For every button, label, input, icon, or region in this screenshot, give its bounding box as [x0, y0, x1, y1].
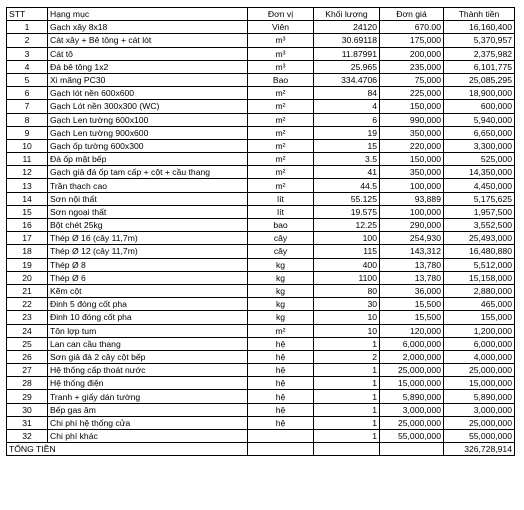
- total-row: [7, 443, 515, 456]
- table-row: [7, 126, 515, 139]
- cell-amount: 3,552,500: [444, 219, 515, 232]
- cell-stt: 26: [7, 350, 48, 363]
- cell-unit: m²: [248, 324, 314, 337]
- table-row: [7, 73, 515, 86]
- cell-price: 3,000,000: [380, 403, 444, 416]
- cell-amount: 6,101,775: [444, 60, 515, 73]
- cell-stt: 15: [7, 205, 48, 218]
- cell-stt: 21: [7, 284, 48, 297]
- table-row: [7, 153, 515, 166]
- table-row: [7, 245, 515, 258]
- cell-item: Bếp gas âm: [48, 403, 248, 416]
- cell-stt: 1: [7, 21, 48, 34]
- table-row: [7, 298, 515, 311]
- cell-stt: 13: [7, 179, 48, 192]
- table-row: [7, 377, 515, 390]
- cell-unit: kg: [248, 258, 314, 271]
- total-label: TỔNG TIỀN: [7, 443, 248, 456]
- cell-qty: 1: [314, 364, 380, 377]
- cell-item: Gạch Len tường 900x600: [48, 126, 248, 139]
- cell-amount: 25,085,295: [444, 73, 515, 86]
- cell-price: 2,000,000: [380, 350, 444, 363]
- cell-qty: 100: [314, 232, 380, 245]
- cell-amount: 16,160,400: [444, 21, 515, 34]
- cell-unit: [248, 430, 314, 443]
- cell-unit: m³: [248, 47, 314, 60]
- cell-qty: 1: [314, 337, 380, 350]
- cell-qty: 1: [314, 430, 380, 443]
- cell-unit: m²: [248, 179, 314, 192]
- cell-unit: Viên: [248, 21, 314, 34]
- cell-unit: hệ: [248, 377, 314, 390]
- cell-item: Thép Ø 12 (cây 11,7m): [48, 245, 248, 258]
- cell-qty: 24120: [314, 21, 380, 34]
- cell-unit: kg: [248, 271, 314, 284]
- cell-price: 100,000: [380, 179, 444, 192]
- cell-item: Hệ thống điện: [48, 377, 248, 390]
- table-row: [7, 403, 515, 416]
- table-row: [7, 166, 515, 179]
- cell-unit: m³: [248, 60, 314, 73]
- cell-unit: kg: [248, 298, 314, 311]
- total-amount: 326,728,914: [444, 443, 515, 456]
- cell-unit: m²: [248, 166, 314, 179]
- cell-price: 15,500: [380, 311, 444, 324]
- cell-amount: 6,650,000: [444, 126, 515, 139]
- cell-stt: 31: [7, 416, 48, 429]
- cell-unit: lít: [248, 205, 314, 218]
- cell-unit: hệ: [248, 390, 314, 403]
- cell-amount: 5,370,957: [444, 34, 515, 47]
- table-row: [7, 284, 515, 297]
- cell-stt: 20: [7, 271, 48, 284]
- cell-unit: cây: [248, 232, 314, 245]
- cell-item: Thép Ø 6: [48, 271, 248, 284]
- cell-item: Đá bê tông 1x2: [48, 60, 248, 73]
- total-empty-qty: [314, 443, 380, 456]
- cell-stt: 6: [7, 87, 48, 100]
- cell-stt: 25: [7, 337, 48, 350]
- cell-price: 15,500: [380, 298, 444, 311]
- table-row: [7, 271, 515, 284]
- cell-stt: 5: [7, 73, 48, 86]
- cell-unit: hệ: [248, 364, 314, 377]
- cell-qty: 115: [314, 245, 380, 258]
- cell-unit: hệ: [248, 337, 314, 350]
- cell-price: 290,000: [380, 219, 444, 232]
- cell-qty: 2: [314, 350, 380, 363]
- cell-qty: 30.69118: [314, 34, 380, 47]
- cell-item: Bột chét 25kg: [48, 219, 248, 232]
- cell-qty: 10: [314, 311, 380, 324]
- cell-qty: 30: [314, 298, 380, 311]
- cell-stt: 30: [7, 403, 48, 416]
- cell-price: 13,780: [380, 258, 444, 271]
- cell-unit: m²: [248, 87, 314, 100]
- table-row: [7, 350, 515, 363]
- table-row: [7, 219, 515, 232]
- cell-price: 670.00: [380, 21, 444, 34]
- cell-unit: kg: [248, 284, 314, 297]
- cell-price: 200,000: [380, 47, 444, 60]
- table-row: [7, 390, 515, 403]
- cell-item: Thép Ø 16 (cây 11,7m): [48, 232, 248, 245]
- cell-price: 6,000,000: [380, 337, 444, 350]
- cell-item: Gạch Len tường 600x100: [48, 113, 248, 126]
- cell-amount: 6,000,000: [444, 337, 515, 350]
- cell-item: Đinh 5 đóng cốt pha: [48, 298, 248, 311]
- cell-item: Sơn nội thất: [48, 192, 248, 205]
- cell-item: Gạch lót nền 600x600: [48, 87, 248, 100]
- table-row: [7, 430, 515, 443]
- cell-amount: 15,000,000: [444, 377, 515, 390]
- cell-qty: 1: [314, 377, 380, 390]
- cell-amount: 5,175,625: [444, 192, 515, 205]
- cell-price: 36,000: [380, 284, 444, 297]
- cell-price: 75,000: [380, 73, 444, 86]
- cell-item: Gạch xây 8x18: [48, 21, 248, 34]
- cell-item: Lan can cầu thang: [48, 337, 248, 350]
- cell-stt: 7: [7, 100, 48, 113]
- header-unit: Đơn vị: [248, 8, 314, 21]
- cell-unit: m²: [248, 139, 314, 152]
- header-qty: Khối lượng: [314, 8, 380, 21]
- header-row: [7, 8, 515, 21]
- cell-price: 143,312: [380, 245, 444, 258]
- table-row: [7, 47, 515, 60]
- table-row: [7, 416, 515, 429]
- cell-qty: 1: [314, 390, 380, 403]
- cell-qty: 19.575: [314, 205, 380, 218]
- cell-price: 13,780: [380, 271, 444, 284]
- cell-price: 150,000: [380, 153, 444, 166]
- cell-qty: 1: [314, 403, 380, 416]
- cell-stt: 22: [7, 298, 48, 311]
- cell-amount: 5,512,000: [444, 258, 515, 271]
- cell-unit: m²: [248, 113, 314, 126]
- cell-stt: 14: [7, 192, 48, 205]
- cell-stt: 8: [7, 113, 48, 126]
- cell-price: 225,000: [380, 87, 444, 100]
- cell-qty: 3.5: [314, 153, 380, 166]
- cell-item: Đá ốp mặt bếp: [48, 153, 248, 166]
- table-row: [7, 205, 515, 218]
- table-body: [7, 21, 515, 443]
- cell-amount: 600,000: [444, 100, 515, 113]
- cell-amount: 4,450,000: [444, 179, 515, 192]
- cell-qty: 19: [314, 126, 380, 139]
- cell-item: Sơn ngoại thất: [48, 205, 248, 218]
- header-amount: Thành tiền: [444, 8, 515, 21]
- cell-price: 25,000,000: [380, 416, 444, 429]
- table-row: [7, 34, 515, 47]
- cell-qty: 400: [314, 258, 380, 271]
- cell-qty: 55.125: [314, 192, 380, 205]
- table-row: [7, 60, 515, 73]
- cell-qty: 4: [314, 100, 380, 113]
- cell-item: Tranh + giấy dán tường: [48, 390, 248, 403]
- cell-amount: 465,000: [444, 298, 515, 311]
- cell-unit: kg: [248, 311, 314, 324]
- cell-item: Xi măng PC30: [48, 73, 248, 86]
- cell-price: 120,000: [380, 324, 444, 337]
- cell-item: Thép Ø 8: [48, 258, 248, 271]
- cell-qty: 11.87991: [314, 47, 380, 60]
- cell-qty: 334.4706: [314, 73, 380, 86]
- cell-amount: 2,880,000: [444, 284, 515, 297]
- cell-amount: 1,200,000: [444, 324, 515, 337]
- table-row: [7, 100, 515, 113]
- cell-item: Chi phí khác: [48, 430, 248, 443]
- cell-item: Gạch Lót nền 300x300 (WC): [48, 100, 248, 113]
- cell-amount: 25,000,000: [444, 364, 515, 377]
- cell-price: 55,000,000: [380, 430, 444, 443]
- cell-price: 15,000,000: [380, 377, 444, 390]
- cell-price: 100,000: [380, 205, 444, 218]
- cell-price: 990,000: [380, 113, 444, 126]
- table-row: [7, 113, 515, 126]
- cell-qty: 1: [314, 416, 380, 429]
- cell-price: 350,000: [380, 126, 444, 139]
- total-empty-price: [380, 443, 444, 456]
- cell-qty: 15: [314, 139, 380, 152]
- table-row: [7, 232, 515, 245]
- cell-unit: m²: [248, 153, 314, 166]
- cell-stt: 3: [7, 47, 48, 60]
- table-row: [7, 324, 515, 337]
- cell-stt: 28: [7, 377, 48, 390]
- table-row: [7, 139, 515, 152]
- cell-stt: 29: [7, 390, 48, 403]
- cell-price: 350,000: [380, 166, 444, 179]
- cell-unit: cây: [248, 245, 314, 258]
- cell-amount: 5,940,000: [444, 113, 515, 126]
- cell-amount: 1,957,500: [444, 205, 515, 218]
- cell-amount: 3,000,000: [444, 403, 515, 416]
- cell-price: 5,890,000: [380, 390, 444, 403]
- table-row: [7, 364, 515, 377]
- cell-amount: 5,890,000: [444, 390, 515, 403]
- cell-amount: 15,158,000: [444, 271, 515, 284]
- cell-price: 254,930: [380, 232, 444, 245]
- table-row: [7, 311, 515, 324]
- cell-unit: bao: [248, 219, 314, 232]
- cell-stt: 18: [7, 245, 48, 258]
- cell-amount: 4,000,000: [444, 350, 515, 363]
- cell-unit: lít: [248, 192, 314, 205]
- cell-stt: 2: [7, 34, 48, 47]
- cell-amount: 25,000,000: [444, 416, 515, 429]
- table-row: [7, 179, 515, 192]
- cell-stt: 17: [7, 232, 48, 245]
- cell-qty: 12.25: [314, 219, 380, 232]
- table-row: [7, 258, 515, 271]
- cell-unit: m³: [248, 34, 314, 47]
- cell-unit: hệ: [248, 416, 314, 429]
- cell-item: Tôn lợp tum: [48, 324, 248, 337]
- cell-amount: 525,000: [444, 153, 515, 166]
- cell-amount: 14,350,000: [444, 166, 515, 179]
- cell-price: 25,000,000: [380, 364, 444, 377]
- total-empty-unit: [248, 443, 314, 456]
- cell-price: 235,000: [380, 60, 444, 73]
- cell-qty: 10: [314, 324, 380, 337]
- cell-item: Kẽm cột: [48, 284, 248, 297]
- cell-price: 150,000: [380, 100, 444, 113]
- cell-unit: hệ: [248, 350, 314, 363]
- cell-qty: 25.965: [314, 60, 380, 73]
- cell-amount: 25,493,000: [444, 232, 515, 245]
- cell-qty: 6: [314, 113, 380, 126]
- cell-qty: 80: [314, 284, 380, 297]
- cell-qty: 44.5: [314, 179, 380, 192]
- cell-amount: 3,300,000: [444, 139, 515, 152]
- cell-amount: 18,900,000: [444, 87, 515, 100]
- cost-estimate-table: [6, 7, 515, 456]
- cell-stt: 23: [7, 311, 48, 324]
- cell-item: Chi phí hệ thống cửa: [48, 416, 248, 429]
- cell-qty: 84: [314, 87, 380, 100]
- header-item: Hạng mục: [48, 8, 248, 21]
- cell-item: Gạch giả đá ốp tam cấp + cột + cầu thang: [48, 166, 248, 179]
- cell-price: 93,889: [380, 192, 444, 205]
- cell-stt: 27: [7, 364, 48, 377]
- cell-price: 220,000: [380, 139, 444, 152]
- cell-amount: 2,375,982: [444, 47, 515, 60]
- cell-item: Sơn giả đá 2 cây cột bếp: [48, 350, 248, 363]
- cell-amount: 55,000,000: [444, 430, 515, 443]
- cell-stt: 19: [7, 258, 48, 271]
- cell-stt: 10: [7, 139, 48, 152]
- cell-item: Cát xây + Bê tông + cát lót: [48, 34, 248, 47]
- cell-item: Gạch ốp tường 600x300: [48, 139, 248, 152]
- table-row: [7, 192, 515, 205]
- cell-stt: 9: [7, 126, 48, 139]
- cell-amount: 155,000: [444, 311, 515, 324]
- table-row: [7, 21, 515, 34]
- cell-stt: 32: [7, 430, 48, 443]
- cell-price: 175,000: [380, 34, 444, 47]
- cell-unit: hệ: [248, 403, 314, 416]
- cell-stt: 24: [7, 324, 48, 337]
- header-price: Đơn giá: [380, 8, 444, 21]
- cell-amount: 16,480,880: [444, 245, 515, 258]
- cell-item: Đinh 10 đóng cốt pha: [48, 311, 248, 324]
- cell-item: Cát tô: [48, 47, 248, 60]
- cell-stt: 12: [7, 166, 48, 179]
- cell-qty: 1100: [314, 271, 380, 284]
- table-row: [7, 87, 515, 100]
- cell-stt: 16: [7, 219, 48, 232]
- header-stt: STT: [7, 8, 48, 21]
- cell-qty: 41: [314, 166, 380, 179]
- cell-item: Hệ thống cấp thoát nước: [48, 364, 248, 377]
- cell-unit: m²: [248, 100, 314, 113]
- cell-unit: m²: [248, 126, 314, 139]
- cell-stt: 11: [7, 153, 48, 166]
- cell-unit: Bao: [248, 73, 314, 86]
- cell-stt: 4: [7, 60, 48, 73]
- table-row: [7, 337, 515, 350]
- cell-item: Trần thạch cao: [48, 179, 248, 192]
